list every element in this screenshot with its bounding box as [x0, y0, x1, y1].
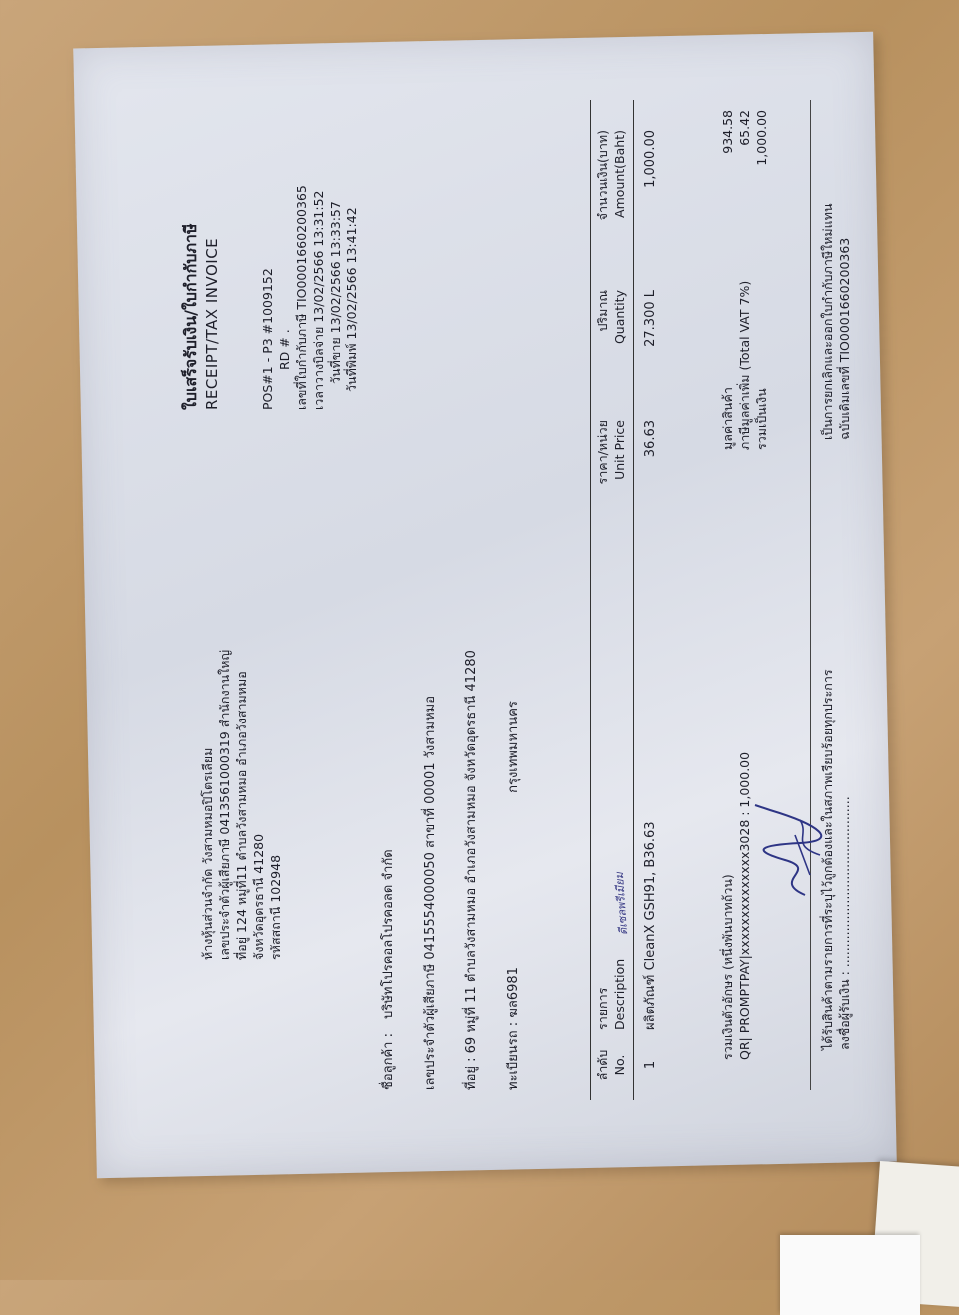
header-price-en: Unit Price: [611, 420, 627, 480]
pos-number: POS#1 - P3 #1009152: [260, 268, 275, 410]
row-description: ผลิตภัณฑ์ CleanX GSH91, B36.63: [642, 821, 658, 1030]
title-thai: ใบเสร็จรับเงิน/ใบกำกับภาษี: [181, 223, 200, 410]
table-header: [590, 100, 634, 1100]
company-address-2: จังหวัดอุดรธานี 41280: [250, 833, 266, 960]
signer-line: ลงชื่อผู้รับเงิน : ...........................................: [836, 796, 852, 1050]
invoice-number: เลขที่ใบกำกับภาษี TIO0001660200365: [293, 185, 309, 410]
vehicle-province: กรุงเทพมหานคร: [505, 701, 521, 793]
customer-name: บริษัทโปรคอลโปรคอลด จำกัด: [381, 849, 396, 1019]
sale-date: วันที่ขาย 13/02/2566 13:33:57: [327, 201, 343, 384]
total-label: รวมเป็นเงิน: [753, 388, 769, 450]
vat-label: ภาษีมูลค่าเพิ่ม (Total VAT 7%): [736, 280, 752, 450]
row-quantity: 27.300 L: [642, 290, 658, 347]
company-tax-id: เลขประจำตัวผู้เสียภาษี 0413561000319 สำนักงานใหญ่: [216, 649, 232, 960]
customer-tax-id: เลขประจำตัวผู้เสียภาษี 0415554000050 สาขาที่ 00001 วังสามหมอ: [422, 695, 438, 1090]
vehicle-plate: ทะเบียนรถ : ฆล6981: [505, 967, 521, 1090]
handwritten-signature: [750, 795, 830, 905]
header-qty-en: Quantity: [611, 290, 627, 345]
subtotal-label: มูลค่าสินค้า: [720, 387, 735, 450]
vat-value: 65.42: [736, 110, 752, 146]
receipt-document: [160, 70, 880, 1110]
rd-number: RD # .: [276, 329, 292, 370]
handwritten-note: ดีเซลพรีเมียม: [612, 871, 631, 936]
header-desc-en: Description: [611, 958, 627, 1030]
title-english: RECEIPT/TAX INVOICE: [202, 237, 221, 410]
subtotal-value: 934.58: [720, 110, 735, 154]
qr-promptpay: QR| PROMPTPAY|xxxxxxxxxxxxxx3028 : 1,000.00: [736, 751, 752, 1060]
header-no-en: No.: [611, 1054, 627, 1076]
divider: [810, 100, 811, 1090]
amount-in-words: รวมเงินตัวอักษร (หนึ่งพันบาทถ้วน): [720, 874, 735, 1060]
station-code: รหัสสถานี 102948: [267, 854, 283, 960]
header-amt-th: จำนวนเงิน(บาท): [595, 130, 610, 221]
header-no-th: ลำดับ: [595, 1049, 610, 1081]
header-desc-th: รายการ: [595, 987, 610, 1030]
row-amount: 1,000.00: [642, 130, 658, 188]
company-address-1: ที่อยู่ 124 หมู่ที่11 ตำบลวังสามหมอ อำเภอวังสามหมอ: [233, 671, 249, 960]
print-date: วันที่พิมพ์ 13/02/2566 13:41:42: [344, 207, 360, 392]
customer-info: [380, 430, 546, 1090]
items-table: [590, 100, 667, 1100]
header-price-th: ราคา/หน่วย: [595, 420, 610, 485]
received-statement: ได้รับสินค้าตามรายการที่ระบุไว้ถูกต้องและในสภาพเรียบร้อยทุกประการ: [820, 669, 835, 1050]
customer-address: ที่อยู่ : 69 หมู่ที่ 11 ตำบลวังสามหมอ อำเภอวังสามหมอ จังหวัดอุดรธานี 41280: [464, 650, 480, 1090]
header-qty-th: ปริมาณ: [595, 290, 610, 332]
table-row: [634, 100, 668, 1100]
corner-paper-sheet-2: [780, 1235, 920, 1315]
cancel-note: เป็นการยกเลิกและออกใบกำกับภาษีใหม่แทน: [820, 203, 835, 440]
document-title: [180, 80, 222, 410]
invoice-meta: [260, 80, 361, 410]
time-issued: เวลาวางบิลจ่าย 13/02/2566 13:31:52: [310, 190, 326, 410]
header-amt-en: Amount(Baht): [611, 130, 627, 218]
company-info: [200, 510, 284, 960]
customer-name-label: ชื่อลูกค้า :: [381, 1033, 396, 1090]
row-unit-price: 36.63: [642, 420, 658, 458]
replaced-invoice: ฉบับเดิมเลขที่ TIO0001660200363: [836, 237, 852, 440]
row-no: 1: [642, 1060, 658, 1070]
total-value: 1,000.00: [753, 110, 769, 166]
company-name: ห้างหุ้นส่วนจำกัด วังสามหมอปิโตรเลียม: [200, 747, 215, 960]
